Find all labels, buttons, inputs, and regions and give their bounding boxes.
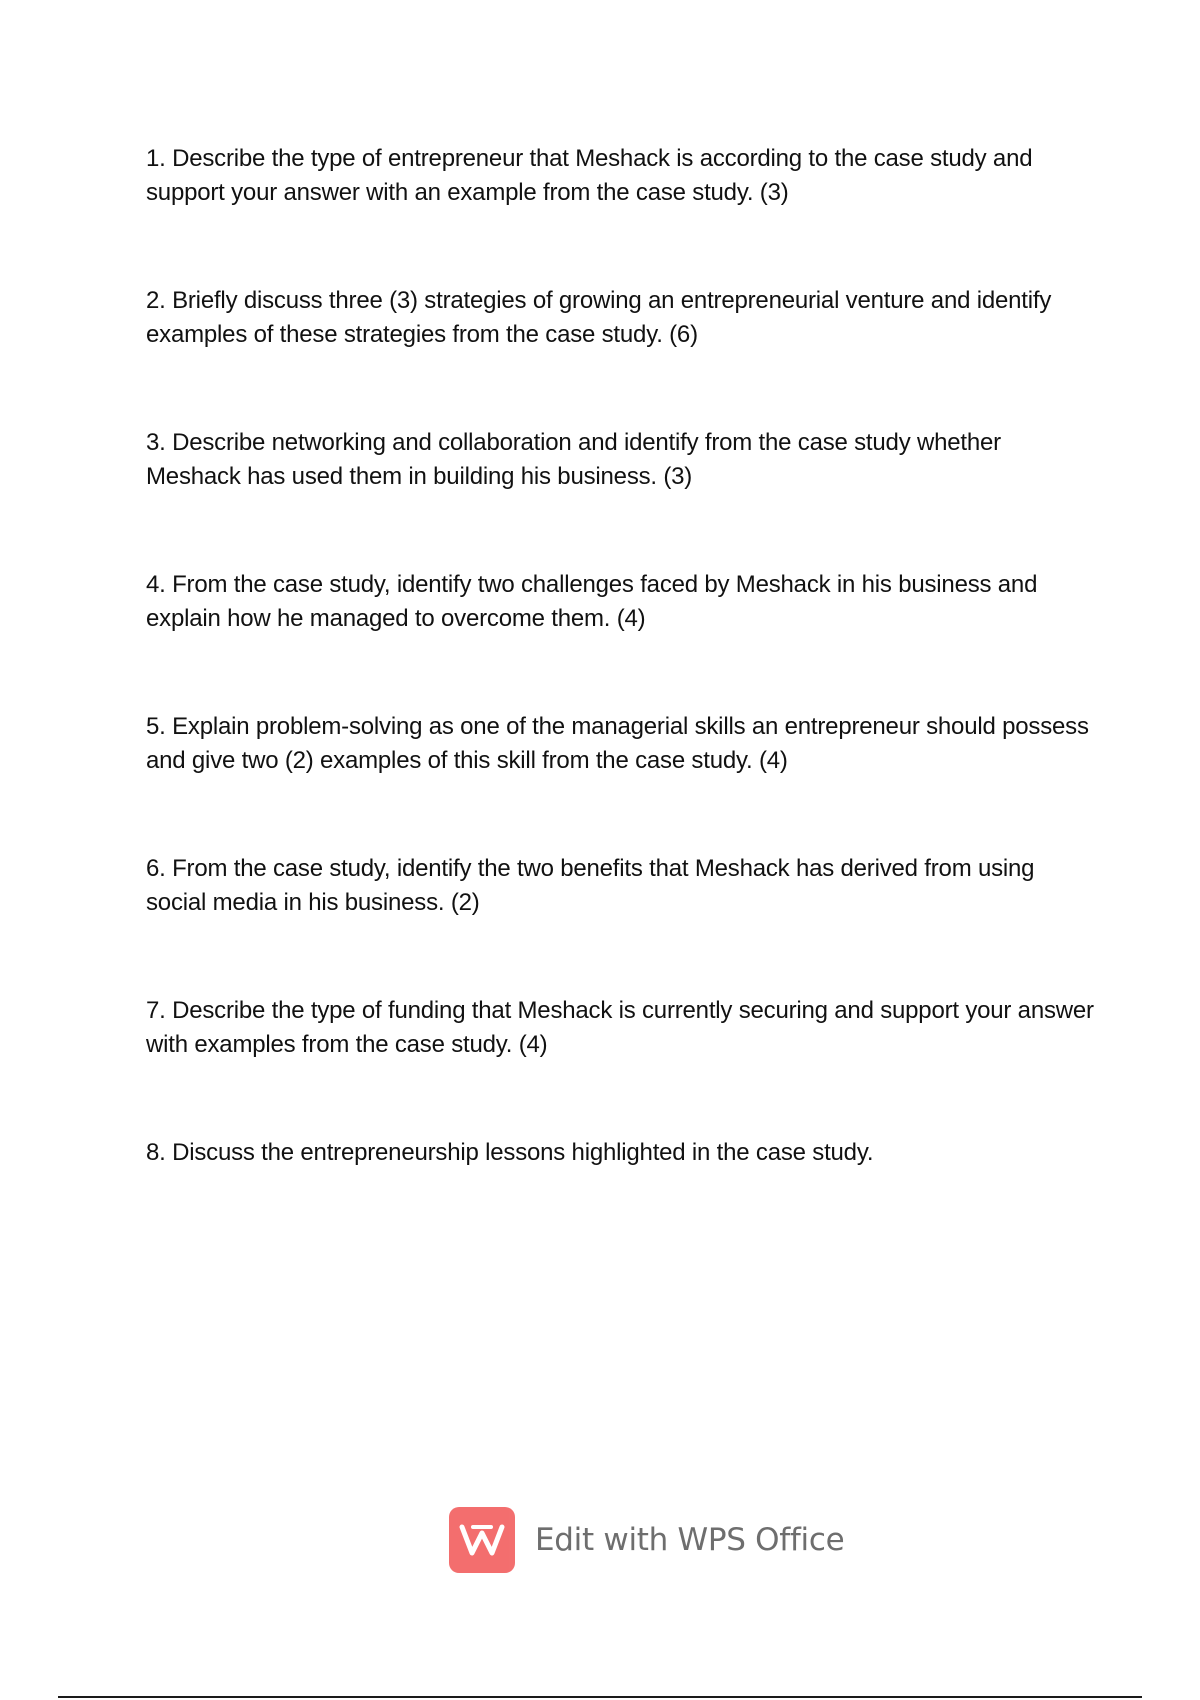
question-3: 3. Describe networking and collaboration and identify from the case study whether Meshack has used them in building his business. (3) (146, 429, 1001, 490)
question-4: 4. From the case study, identify two challenges faced by Meshack in his business and explain how he managed to overcome them. (4) (146, 571, 1038, 632)
wps-watermark (449, 1507, 844, 1573)
question-7: 7. Describe the type of funding that Meshack is currently securing and support your answer with examples from the case study. (4) (146, 997, 1094, 1058)
question-list (146, 142, 1096, 1278)
wps-office-logo-icon (449, 1507, 515, 1573)
question-2: 2. Briefly discuss three (3) strategies of growing an entrepreneurial venture and identify examples of these strategies from the case study. (6) (146, 287, 1052, 348)
page-bottom-divider (58, 1696, 1142, 1698)
question-6: 6. From the case study, identify the two benefits that Meshack has derived from using social media in his business. (2) (146, 855, 1035, 916)
watermark-text: Edit with WPS Office (535, 1522, 845, 1558)
question-5: 5. Explain problem-solving as one of the managerial skills an entrepreneur should possess and give two (2) examples of this skill from the case study. (4) (146, 713, 1089, 774)
question-1: 1. Describe the type of entrepreneur that Meshack is according to the case study and support your answer with an example from the case study. (3) (146, 145, 1033, 206)
question-8: 8. Discuss the entrepreneurship lessons highlighted in the case study. (146, 1139, 874, 1166)
